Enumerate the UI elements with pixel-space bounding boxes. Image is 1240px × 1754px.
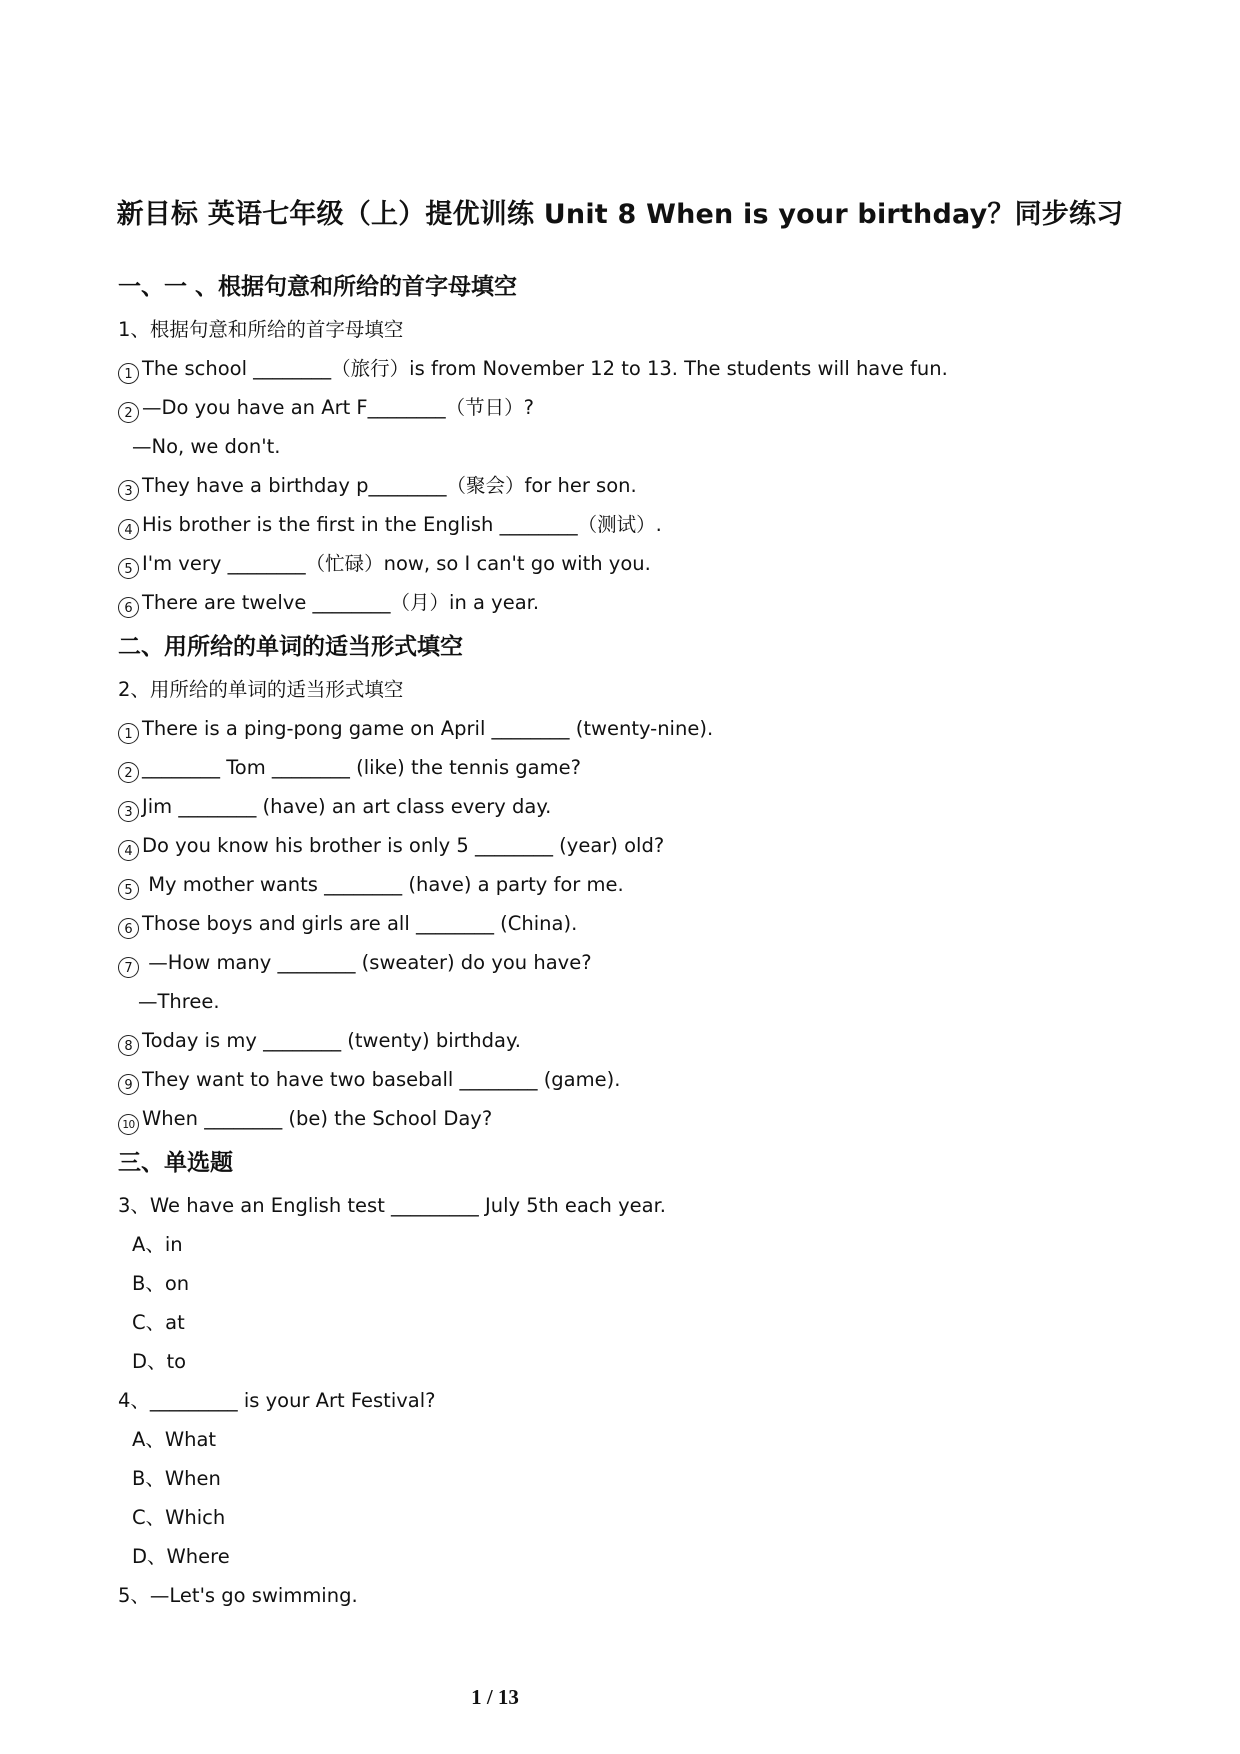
q2-item-7 [118, 949, 592, 978]
page-title: 新目标 英语七年级（上）提优训练 Unit 8 When is your birthday？同步练习 [116, 199, 1124, 230]
circled-number: 3 [118, 480, 139, 501]
item-text: My mother wants ________ (have) a party for me. [142, 873, 624, 896]
q2-item-7-answer: —Three. [138, 990, 220, 1013]
q2-item-6 [118, 910, 577, 939]
item-text: Today is my ________ (twenty) birthday. [142, 1029, 521, 1052]
item-text: The school ________（旅行）is from November 12 to 13. The students will have fun. [142, 357, 948, 380]
q2-item-8 [118, 1027, 521, 1056]
page-number: 1 / 13 [471, 1685, 519, 1709]
q4-option-c: C、Which [132, 1506, 226, 1529]
q1-item-2-answer: —No, we don't. [132, 435, 281, 458]
item-text: There is a ping-pong game on April ________ (twenty-nine). [142, 717, 714, 740]
q1-item-4 [118, 511, 662, 540]
section-heading-3: 三、单选题 [118, 1150, 233, 1176]
q2-item-9 [118, 1066, 620, 1095]
item-text: Do you know his brother is only 5 ________ (year) old? [142, 834, 665, 857]
q3-option-c: C、at [132, 1311, 185, 1334]
item-text: —Do you have an Art F________（节日）? [142, 396, 534, 419]
circled-number: 4 [118, 840, 139, 861]
q3-option-a: A、in [132, 1233, 183, 1256]
q2-item-1 [118, 715, 713, 744]
q4-option-b: B、When [132, 1467, 221, 1490]
circled-number: 1 [118, 363, 139, 384]
item-text: Jim ________ (have) an art class every day. [142, 795, 552, 818]
circled-number: 5 [118, 558, 139, 579]
circled-number: 6 [118, 597, 139, 618]
q2-item-4 [118, 832, 664, 861]
circled-number: 3 [118, 801, 139, 822]
item-text: His brother is the first in the English ________（测试）. [142, 513, 662, 536]
item-text: They have a birthday p________（聚会）for her son. [142, 474, 637, 497]
q4-option-d: D、Where [132, 1545, 230, 1568]
q2-item-5 [118, 871, 624, 900]
item-text: There are twelve ________（月）in a year. [142, 591, 540, 614]
q1-item-1 [118, 355, 948, 384]
question-2-prompt: 2、用所给的单词的适当形式填空 [118, 678, 404, 701]
item-text: —How many ________ (sweater) do you have? [142, 951, 592, 974]
circled-number: 9 [118, 1074, 139, 1095]
circled-number: 2 [118, 762, 139, 783]
q1-item-5 [118, 550, 651, 579]
q1-item-2 [118, 394, 534, 423]
q3-option-b: B、on [132, 1272, 190, 1295]
question-5-stem: 5、—Let's go swimming. [118, 1584, 358, 1607]
circled-number: 1 [118, 723, 139, 744]
q1-item-6 [118, 589, 539, 618]
item-text: When ________ (be) the School Day? [142, 1107, 493, 1130]
circled-number: 6 [118, 918, 139, 939]
item-text: ________ Tom ________ (like) the tennis game? [142, 756, 581, 779]
q1-item-3 [118, 472, 637, 501]
circled-number: 7 [118, 957, 139, 978]
question-3-stem: 3、We have an English test _________ July 5th each year. [118, 1194, 667, 1217]
section-heading-1: 一、一 、根据句意和所给的首字母填空 [118, 274, 518, 300]
circled-number: 2 [118, 402, 139, 423]
item-text: I'm very ________（忙碌）now, so I can't go with you. [142, 552, 651, 575]
q2-item-2 [118, 754, 581, 783]
q2-item-10 [118, 1105, 492, 1135]
question-4-stem: 4、_________ is your Art Festival? [118, 1389, 436, 1412]
q2-item-3 [118, 793, 551, 822]
question-1-prompt: 1、根据句意和所给的首字母填空 [118, 318, 404, 341]
circled-number: 4 [118, 519, 139, 540]
item-text: They want to have two baseball ________ (game). [142, 1068, 621, 1091]
item-text: Those boys and girls are all ________ (China). [142, 912, 578, 935]
circled-number: 10 [118, 1114, 139, 1135]
circled-number: 8 [118, 1035, 139, 1056]
q3-option-d: D、to [132, 1350, 187, 1373]
q4-option-a: A、What [132, 1428, 217, 1451]
circled-number: 5 [118, 879, 139, 900]
section-heading-2: 二、用所给的单词的适当形式填空 [118, 634, 463, 660]
